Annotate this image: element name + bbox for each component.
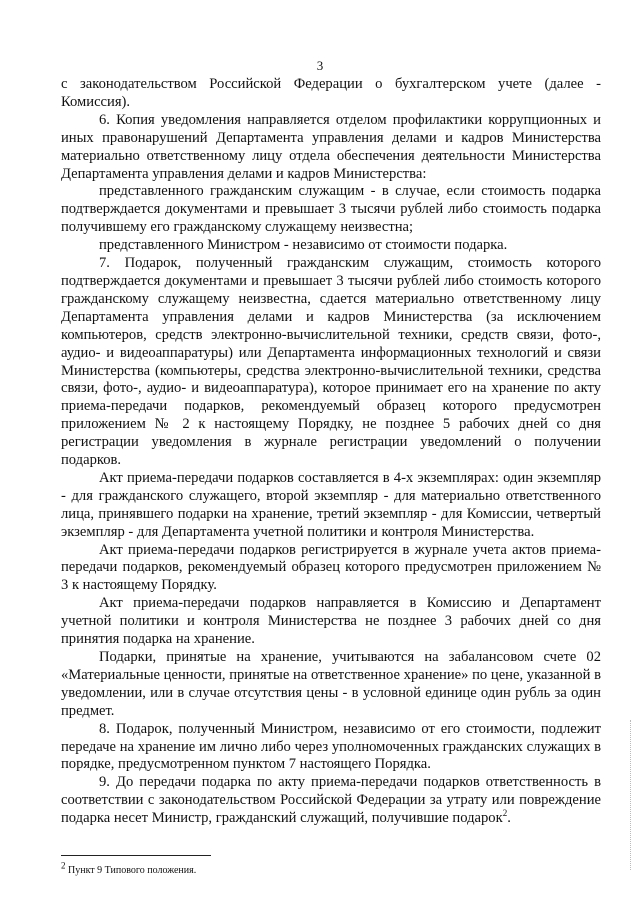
paragraph-item-6-sub-1: представленного гражданским служащим - в случае, если стоимость подарка подтверждается документами и превышает 3 тысячи рублей либо стоимость подарка получившему его гражданскому служащему неизвестна; — [61, 183, 601, 236]
footnote-divider — [61, 855, 211, 856]
page-number: 3 — [316, 58, 324, 73]
paragraph-item-7: 7. Подарок, полученный гражданским служащим, стоимость которого подтверждается документами и превышает 3 тысячи рублей либо стоимость которого гражданскому служащему неизвестна, сдается материально ответственному лицу Департамента управления делами и кадров Министерства (за исключением компьютеров, средств электронно-вычислительной техники, средств связи, фото-, аудио- и видеоаппаратуры) или Департамента информационных технологий и связи Министерства (компьютеры, средства электронно-вычислительной техники, средства связи, фото-, аудио- и видеоаппаратура), которое принимает его на хранение по акту приема-передачи подарков, рекомендуемый образец которого предусмотрен приложением № 2 к настоящему Порядку, не позднее 5 рабочих дней со дня регистрации уведомления в журнале регистрации уведомлений о получении подарков. — [61, 255, 601, 469]
paragraph-accounting: Подарки, принятые на хранение, учитываются на забалансовом счете 02 «Материальные ценности, принятые на ответственное хранение» по цене, указанной в уведомлении, или в случае отсутствия цены - в условной единице один рубль за один предмет. — [61, 649, 601, 719]
document-body — [61, 76, 601, 828]
paragraph-act-copies: Акт приема-передачи подарков составляется в 4-х экземплярах: один экземпляр - для гражданского служащего, второй экземпляр - для материально ответственного лица, принявшего подарки на хранение, третий экземпляр - для Комиссии, четвертый экземпляр - для Департамента учетной политики и контроля Министерства. — [61, 469, 601, 540]
paragraph-act-registration: Акт приема-передачи подарков регистрируется в журнале учета актов приема-передачи подарков, рекомендуемый образец которого предусмотрен приложением № 3 к настоящему Порядку. — [61, 541, 601, 594]
footnote-text: Пункт 9 Типового положения. — [68, 865, 197, 876]
paragraph-continuation: с законодательством Российской Федерации о бухгалтерском учете (далее - Комиссия). — [61, 76, 601, 110]
paragraph-item-6: 6. Копия уведомления направляется отделом профилактики коррупционных и иных правонарушений Департамента управления делами и кадров Министерства материально ответственному лицу отдела обеспечения деятельности Министерства Департамента управления делами и кадров Министерства: — [61, 111, 601, 182]
paragraph-item-8: 8. Подарок, полученный Министром, независимо от его стоимости, подлежит передаче на хранение им лично либо через уполномоченных гражданских служащих в порядке, предусмотренном пунктом 7 настоящего Порядка. — [61, 720, 601, 773]
paragraph-item-6-sub-2: представленного Министром - независимо от стоимости подарка. — [99, 237, 508, 254]
paragraph-act-sending: Акт приема-передачи подарков направляется в Комиссию и Департамент учетной политики и контроля Министерства не позднее 3 рабочих дней со дня принятия подарка на хранение. — [61, 595, 601, 648]
scan-edge-marks — [630, 720, 633, 870]
paragraph-item-9-text: 9. До передачи подарка по акту приема-передачи подарков ответственность в соответствии с законодательством Российской Федерации за утрату или повреждение подарка несет Министр, гражданский служащий, получившие подарок — [61, 774, 601, 827]
paragraph-item-9: 9. До передачи подарка по акту приема-передачи подарков ответственность в соответствии с законодательством Российской Федерации за утрату или повреждение подарка несет Министр, гражданский служащий, получившие подарок$^2$. — [61, 774, 601, 827]
footnote — [61, 860, 197, 877]
footnote-reference: 2 — [502, 808, 508, 819]
footnote-marker: 2 — [61, 860, 66, 871]
